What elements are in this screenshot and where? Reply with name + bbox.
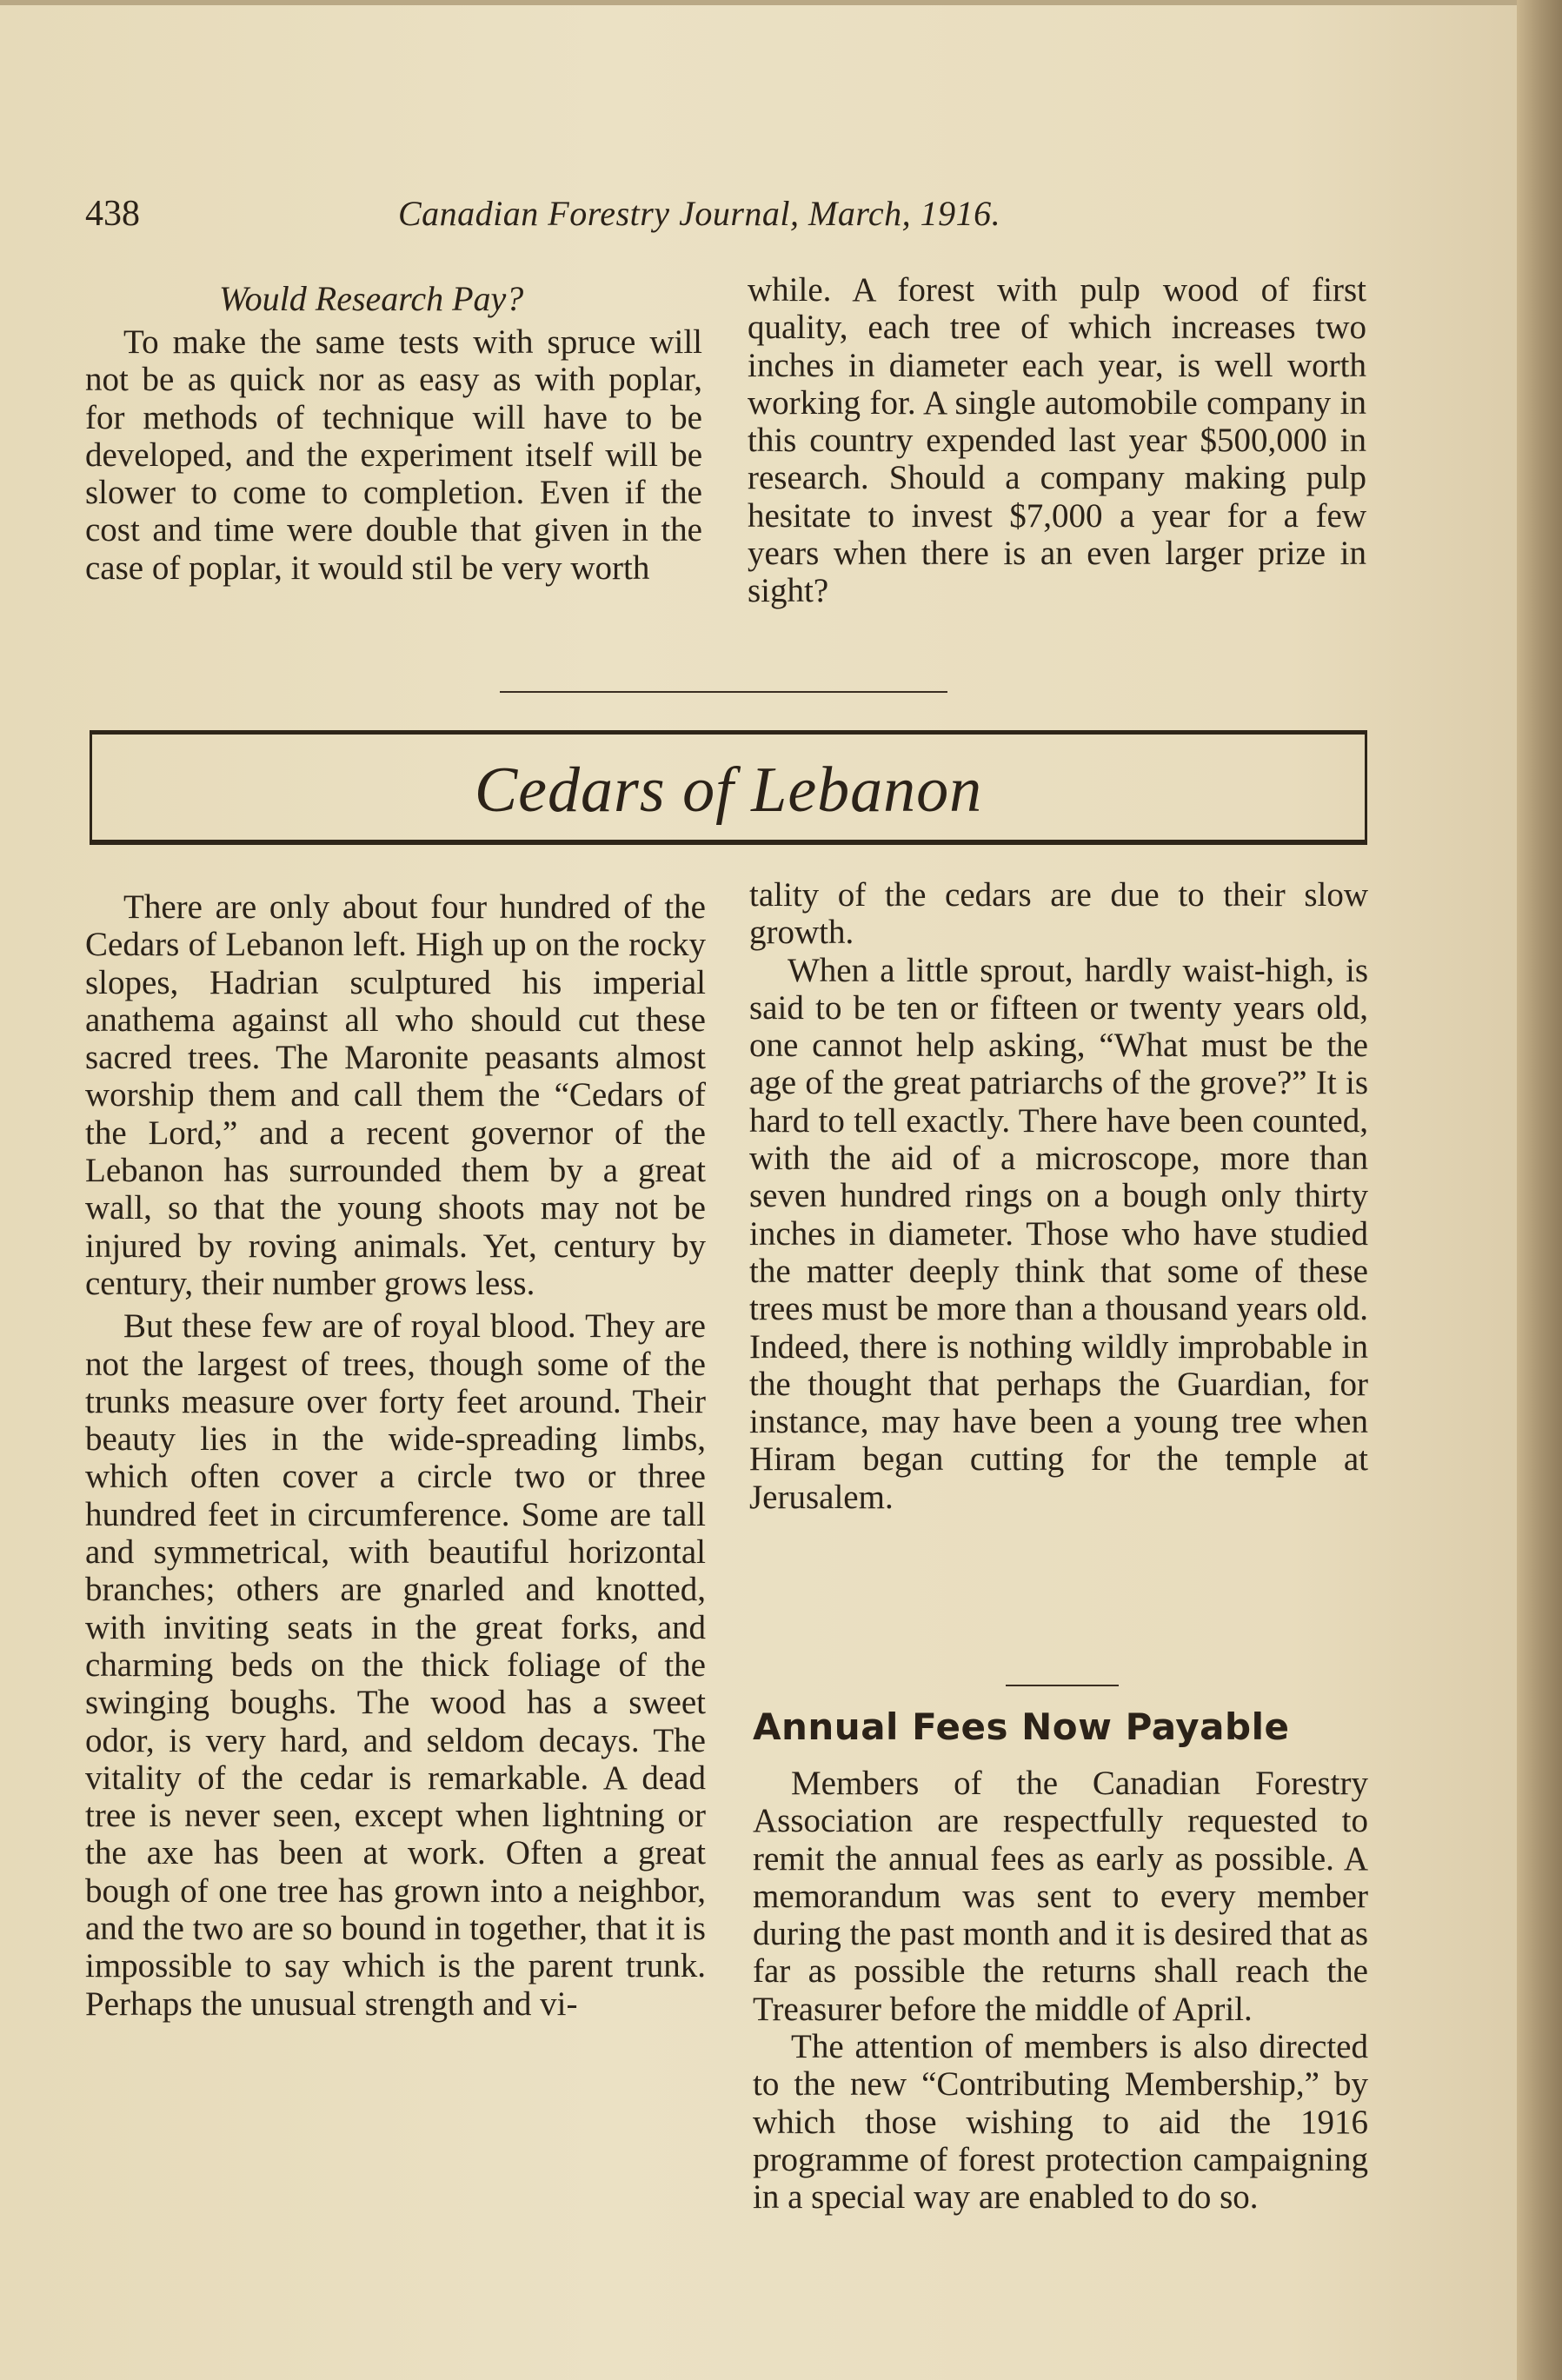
fees-column <box>753 1765 1368 2217</box>
fees-heading: Annual Fees Now Payable <box>753 1705 1290 1748</box>
cedars-paragraph-4: When a little sprout, hardly waist-high, is said to be ten or fifteen or twenty years old, one cannot help asking, “What must be the age of the great patriarchs of the grove?” It is hard to tell exactly. There have been counted, with the aid of a microscope, more than seven hundred rings on a bough only thirty inches in diameter. Those who have studied the matter deeply think that some of these trees must be more than a thousand years old. Indeed, there is nothing wildly improbable in the thought that perhaps the Guardian, for instance, may have been a young tree when Hiram began cutting for the temple at Jerusalem. <box>749 951 1368 1516</box>
running-title: Canadian Forestry Journal, March, 1916. <box>398 194 1001 233</box>
cedars-paragraph-1: There are only about four hundred of the Cedars of Lebanon left. High up on the rocky slopes, Hadrian sculptured his imperial anathema against all who should cut these sacred trees. The Maronite peasants almost worship them and call them the “Cedars of the Lord,” and a recent governor of the Lebanon has surrounded them by a great wall, so that the young shoots may not be injured by roving animals. Yet, century by century, their number grows less. <box>85 888 706 1302</box>
cedars-right-column <box>749 876 1368 1516</box>
cedars-paragraph-3: tality of the cedars are due to their slow growth. <box>749 876 1368 952</box>
research-left-column <box>85 323 702 587</box>
section-divider-small <box>1006 1685 1119 1686</box>
research-paragraph-left: To make the same tests with spruce will not be as quick nor as easy as with poplar, for methods of technique will have to be developed, and the experiment itself will be slower to come to completion. Even if the cost and time were double that given in the case of poplar, it would stil be very worth <box>85 323 702 587</box>
research-heading: Would Research Pay? <box>219 279 524 318</box>
section-divider <box>500 691 947 693</box>
article-title-box <box>90 730 1367 845</box>
top-edge <box>0 0 1517 5</box>
research-paragraph-right: while. A forest with pulp wood of first quality, each tree of which increases two inches in diameter each year, is well worth working for. A single automobile company in this country expended last year $500,000 in research. Should a company making pulp hesitate to invest $7,000 a year for a few years when there is an even larger prize in sight? <box>748 271 1366 610</box>
research-right-column <box>748 271 1366 610</box>
book-spine-edge <box>1517 0 1562 2380</box>
fees-paragraph-1: Members of the Canadian Forestry Association are respectfully requested to remit the annual fees as early as possible. A memorandum was sent to every member during the past month and it is desired that as far as possible the returns shall reach the Treasurer before the middle of April. <box>753 1765 1368 2028</box>
cedars-left-column <box>85 888 706 2023</box>
page-header <box>85 193 1372 245</box>
page-number: 438 <box>85 194 140 234</box>
cedars-paragraph-2: But these few are of royal blood. They are not the largest of trees, though some of the trunks measure over forty feet around. Their beauty lies in the wide-spreading limbs, which often cover a circle two or three hundred feet in circumference. Some are tall and symmetrical, with beautiful horizontal branches; others are gnarled and knotted, with inviting seats in the great forks, and charming beds on the thick foliage of the swinging boughs. The wood has a sweet odor, is very hard, and seldom decays. The vitality of the cedar is remarkable. A dead tree is never seen, except when lightning or the axe has been at work. Often a great bough of one tree has grown into a neighbor, and the two are so bound in together, that it is impossible to say which is the parent trunk. Perhaps the unusual strength and vi- <box>85 1307 706 2023</box>
article-title: Cedars of Lebanon <box>474 755 983 826</box>
fees-paragraph-2: The attention of members is also directed to the new “Contributing Membership,” by which those wishing to aid the 1916 programme of forest protection campaigning in a special way are enabled to do so. <box>753 2028 1368 2217</box>
